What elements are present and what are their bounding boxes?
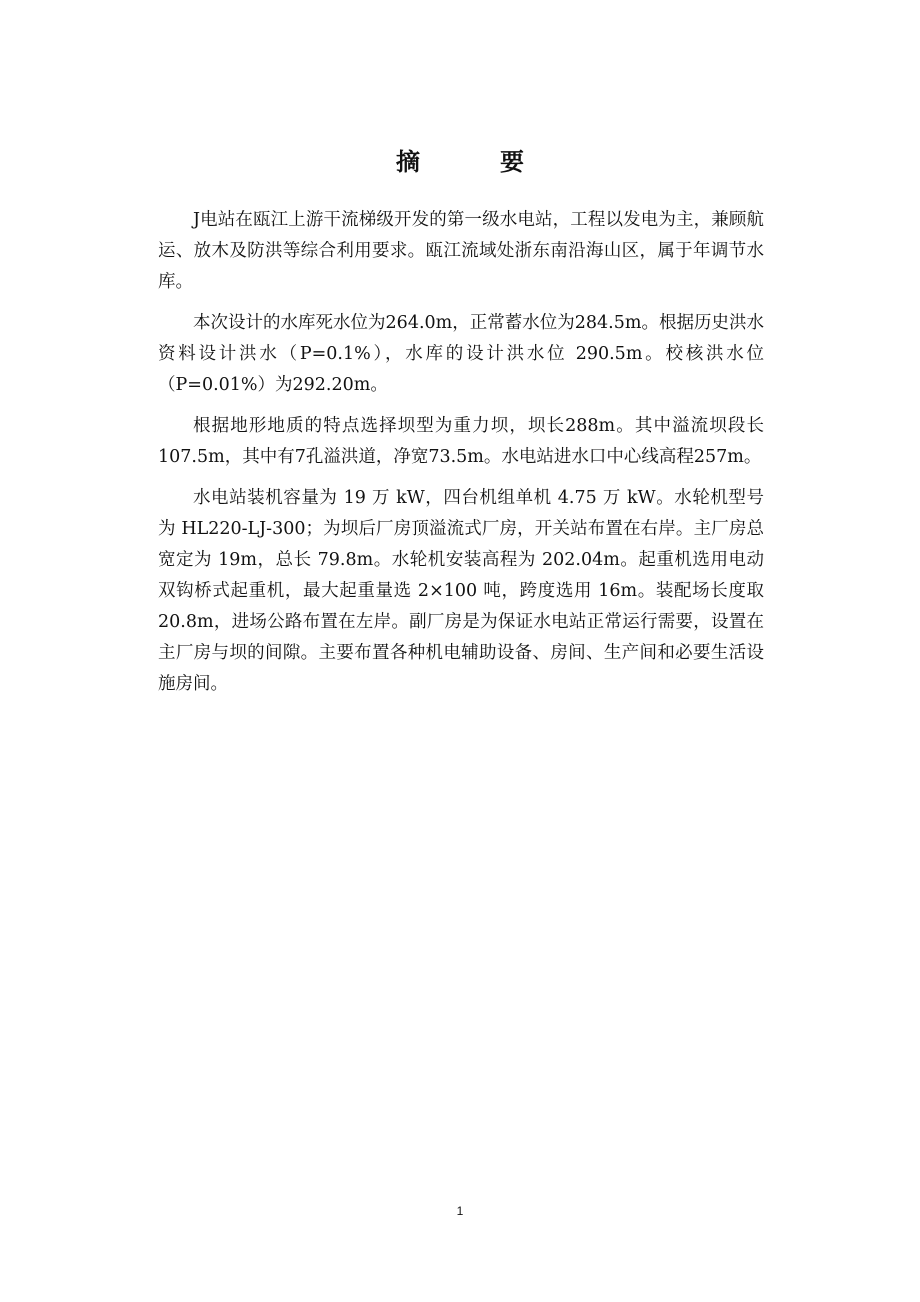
abstract-paragraph-3: 根据地形地质的特点选择坝型为重力坝，坝长288m。其中溢流坝段长107.5m，其中有7孔溢洪道，净宽73.5m。水电站进水口中心线高程257m。 [158,416,764,467]
page-number: 1 [456,1204,464,1218]
abstract-paragraph-4: 水电站装机容量为 19 万 kW，四台机组单机 4.75 万 kW。水轮机型号为 HL220-LJ-300；为坝后厂房顶溢流式厂房，开关站布置在右岸。主厂房总宽定为 19m，总长 79.8m。水轮机安装高程为 202.04m。起重机选用电动双钩桥式起重机，最大起重量选 2×100 吨，跨度选用 16m。装配场长度取 20.8m，进场公路布置在左岸。副厂房是为保证水电站正常运行需要，设置在主厂房与坝的间隙。主要布置各种机电辅助设备、房间、生产间和必要生活设施房间。 [158,488,764,694]
abstract-paragraph-1: J电站在瓯江上游干流梯级开发的第一级水电站，工程以发电为主，兼顾航运、放木及防洪等综合利用要求。瓯江流域处浙东南沿海山区，属于年调节水库。 [158,210,764,292]
abstract-body [158,205,764,710]
page-title: 摘 要 [396,147,552,176]
abstract-paragraph-2: 本次设计的水库死水位为264.0m，正常蓄水位为284.5m。根据历史洪水资料设计洪水（P=0.1%），水库的设计洪水位 290.5m。校核洪水位（P=0.01%）为292.20m。 [158,313,764,395]
